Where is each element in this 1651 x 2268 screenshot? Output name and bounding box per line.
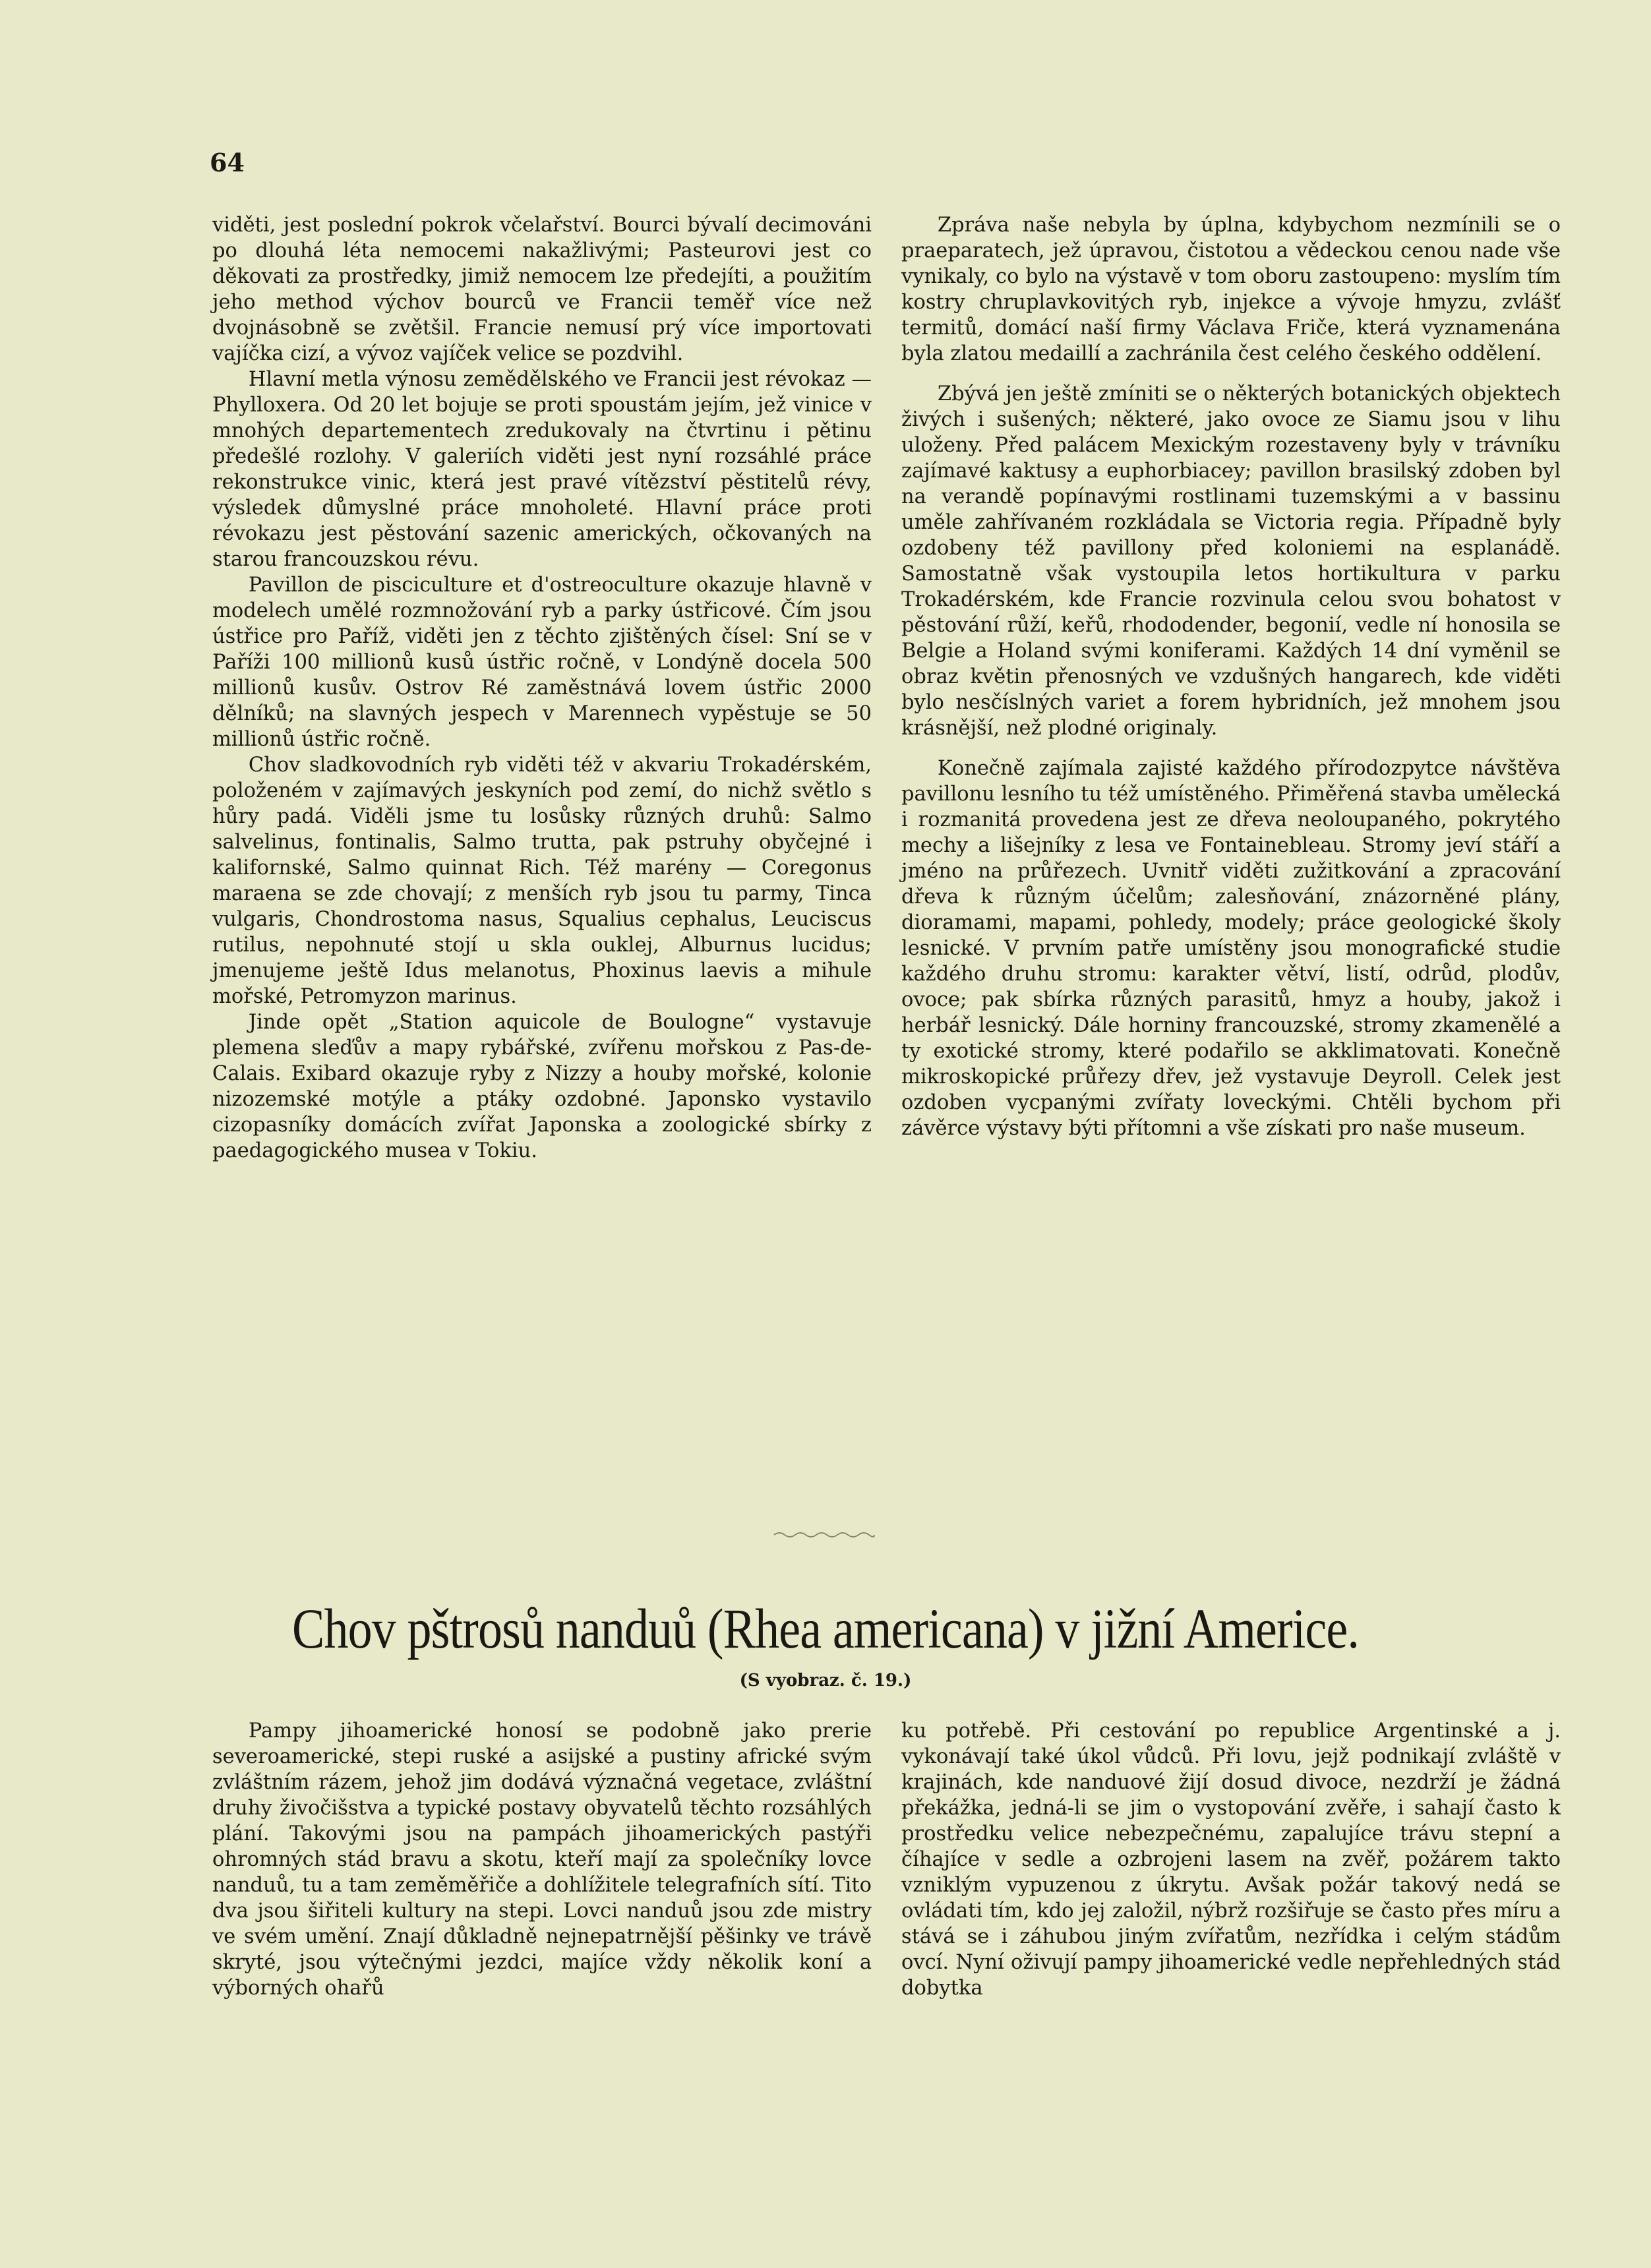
column-top-left [212, 212, 872, 1164]
paragraph: Chov sladkovodních ryb viděti též v akvariu Trokadérském, položeném v zajímavých jeskyních pod zemí, do nichž světlo s hůry padá. Viděli jsme tu losůsky různých druhů: Salmo salvelinus, fontinalis, Salmo trutta, pak pstruhy obyčejné i kalifornské, Salmo quinnat Rich. Též marény — Coregonus maraena se zde chovají; z menších ryb jsou tu parmy, Tinca vulgaris, Chondrostoma nasus, Squalius cephalus, Leuciscus rutilus, nepohnuté stojí u skla ouklej, Alburnus lucidus; jmenujeme ještě Idus melanotus, Phoxinus laevis a mihule mořské, Petromyzon marinus. [212, 754, 872, 1008]
column-top-right [901, 212, 1561, 1141]
column-bottom-right [901, 1718, 1561, 2001]
article-subtitle: (S vyobraz. č. 19.) [739, 1671, 912, 1690]
paragraph: Zpráva naše nebyla by úplna, kdybychom nezmínili se o praeparatech, jež úpravou, čistotou a vědeckou cenou nade vše vynikaly, co bylo na výstavě v tom oboru zastoupeno: myslím tím kostry chruplavkovitých ryb, injekce a vývoje hmyzu, zvlášť termitů, domácí naší firmy Václava Friče, která vyznamenána byla zlatou medaillí a zachránila čest celého českého oddělení. [901, 214, 1561, 365]
paragraph: Zbývá jen ještě zmíniti se o některých botanických objektech živých i sušených; některé, jako ovoce ze Siamu jsou v lihu uloženy. Před palácem Mexickým rozestaveny byly v trávníku zajímavé kaktusy a euphorbiacey; pavillon brasilský zdoben byl na verandě popínavými rostlinami tuzemskými a v bassinu uměle zahřívaném rozkládala se Victoria regia. Případně byly ozdobeny též pavillony před koloniemi na esplanádě. Samostatně však vystoupila letos hortikultura v parku Trokadérském, kde Francie rozvinula celou svou bohatost v pěstování růží, keřů, rhododender, begonií, vedle ní honosila se Belgie a Holand svými koniferami. Každých 14 dní vyměnil se obraz květin přenosných ve vzdušných hangarech, kde viděti bylo nesčíslných variet a forem hybridních, jež mnohem jsou krásnější, než plodné originaly. [901, 382, 1561, 740]
article-title: Chov pštrosů nanduů (Rhea americana) v jižní Americe. [291, 1597, 1360, 1660]
paragraph: Jinde opět „Station aquicole de Boulogne“ vystavuje plemena sleďův a mapy rybářské, zvířenu mořskou z Pas-de-Calais. Exibard okazuje ryby z Nizzy a houby mořské, kolonie nizozemské motýle a ptáky ozdobné. Japonsko vystavilo cizopasníky domácích zvířat Japonska a zoologické sbírky z paedagogického musea v Tokiu. [212, 1011, 872, 1162]
paragraph: viděti, jest poslední pokrok včelařství. Bourci bývalí decimováni po dlouhá léta nemocemi nakažlivými; Pasteurovi jest co děkovati za prostředky, jimiž nemocem lze předejíti, a použitím jeho method výchov bourců ve Francii teměř více než dvojnásobně se zvětšil. Francie nemusí prý více importovati vajíčka cizí, a vývoz vajíček velice se pozdvihl. [212, 214, 872, 365]
page-number: 64 [210, 148, 245, 177]
paragraph: Hlavní metla výnosu zemědělského ve Francii jest révokaz — Phylloxera. Od 20 let bojuje se proti spoustám jejím, jež vinice v mnohých departementech zredukovaly na čtvrtinu i pětinu předešlé rozlohy. V galeriích viděti jest nyní rozsáhlé práce rekonstrukce vinic, která jest pravé vítězství pěstitelů révy, výsledek důmyslné práce mnoholeté. Hlavní práce proti révokazu jest pěstování sazenic amerických, očkovaných na starou francouzskou révu. [212, 368, 872, 571]
paragraph: ku potřebě. Při cestování po republice Argentinské a j. vykonávají také úkol vůdců. Při lovu, jejž podnikají zvláště v krajinách, kde nanduové žijí dosud divoce, nezdrží je žádná překážka, jedná-li se jim o vystopování zvěře, i sahají často k prostředku velice nebezpečnému, zapalujíce trávu stepní a číhajíce v sedle a ozbrojeni lasem na zvěř, požárem takto vzniklým vypuzenou z úkrytu. Avšak požár takový nedá se ovládati tím, kdo jej založil, nýbrž rozšiřuje se často přes míru a stává se i záhubou jiným zvířatům, nezřídka i celým stádům ovcí. Nyní oživují pampy jihoamerické vedle nepřehledných stád dobytka [901, 1719, 1561, 2000]
column-bottom-left [212, 1718, 872, 2001]
paragraph: Pampy jihoamerické honosí se podobně jako prerie severoamerické, stepi ruské a asijské a pustiny africké svým zvláštním rázem, jehož jim dodává význačná vegetace, zvláštní druhy živočišstva a typické postavy obyvatelů těchto rozsáhlých plání. Takovými jsou na pampách jihoamerických pastýři ohromných stád bravu a skotu, kteří mají za společníky lovce nanduů, tu a tam zeměměřiče a dohlížitele telegrafních sítí. Tito dva jsou šiřiteli kultury na stepi. Lovci nanduů jsou zde mistry ve svém umění. Znají důkladně nejnepatrnější pěšinky ve trávě skryté, jsou výtečnými jezdci, majíce vždy několik koní a výborných ohařů [212, 1719, 872, 2000]
paragraph: Pavillon de pisciculture et d'ostreoculture okazuje hlavně v modelech umělé rozmnožování ryb a parky ústřicové. Čím jsou ústřice pro Paříž, viděti jen z těchto zjištěných čísel: Sní se v Paříži 100 millionů kusů ústřic ročně, v Londýně docela 500 millionů kusův. Ostrov Ré zaměstnává lovem ústřic 2000 dělníků; na slavných jespech v Marennech vypěstuje se 50 millionů ústřic ročně. [212, 574, 872, 751]
section-divider-ornament [771, 1528, 877, 1541]
paragraph: Konečně zajímala zajisté každého přírodozpytce návštěva pavillonu lesního tu též umístěného. Přiměřená stavba umělecká i rozmanitá provedena jest ze dřeva neoloupaného, pokrytého mechy a lišejníky z lesa ve Fontainebleau. Stromy jeví stáří a jméno na průřezech. Uvnitř viděti zužitkování a zpracování dřeva k různým účelům; zalesňování, znázorněné plány, dioramami, mapami, pohledy, modely; práce geologické školy lesnické. V prvním patře umístěny jsou monografické studie každého druhu stromu: karakter větví, listí, odrůd, plodův, ovoce; pak sbírka různých parasitů, hmyz a houby, jakož i herbář lesnický. Dále horniny francouzské, stromy zkamenělé a ty exotické stromy, které podařilo se akklimatovati. Konečně mikroskopické průřezy dřev, jež vystavuje Deyroll. Celek jest ozdoben vycpanými zvířaty loveckými. Chtěli bychom při závěrce výstavy býti přítomni a vše získati pro naše museum. [901, 757, 1561, 1140]
